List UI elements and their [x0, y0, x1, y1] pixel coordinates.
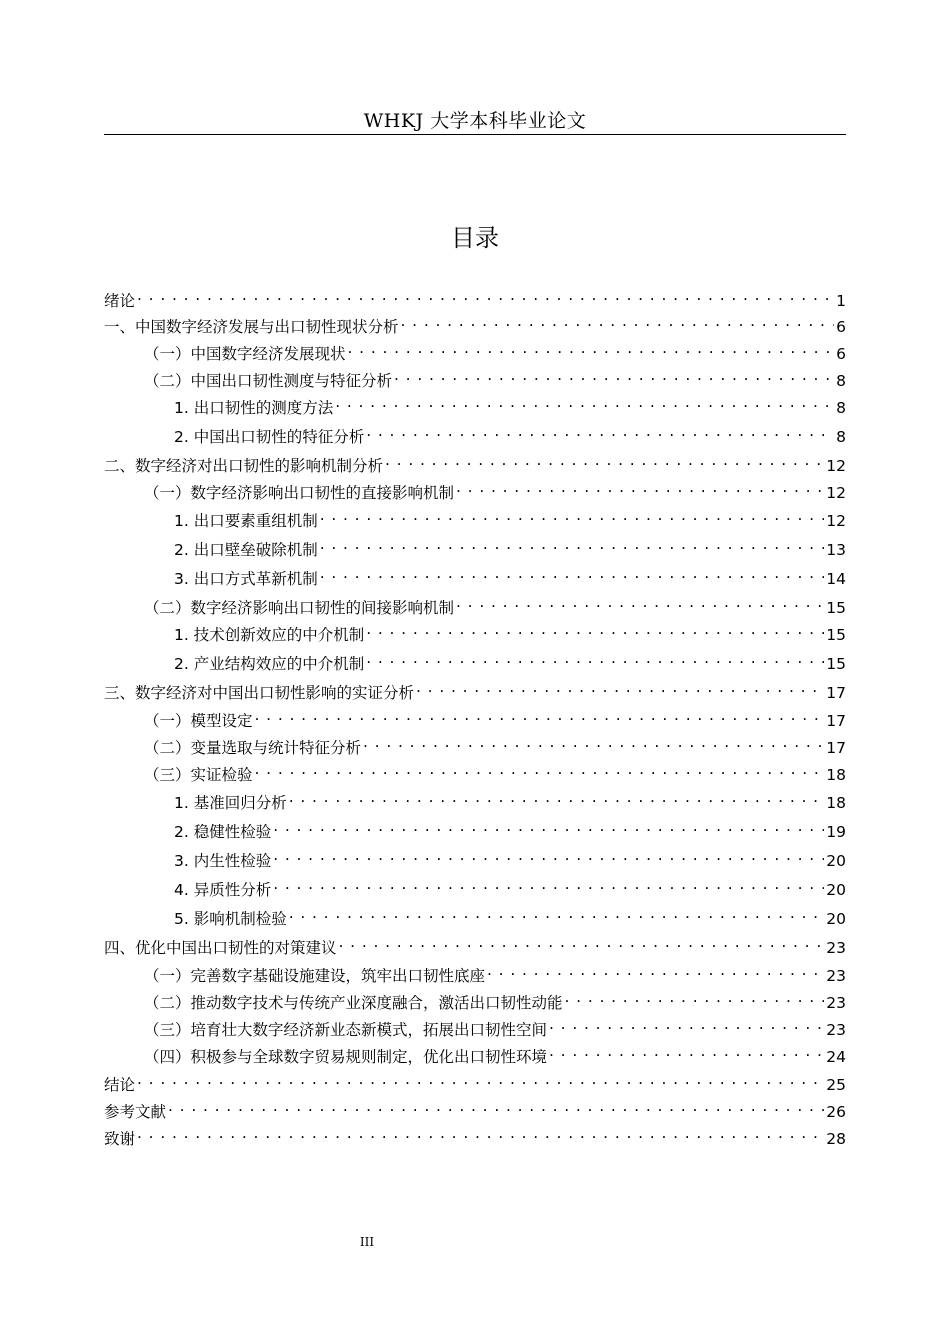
toc-leader-dots — [416, 676, 824, 698]
toc-entry[interactable] — [144, 986, 846, 1014]
toc-entry[interactable] — [144, 1013, 846, 1041]
toc-entry[interactable] — [144, 731, 846, 759]
toc-leader-dots — [366, 618, 824, 640]
toc-entry-page: 23 — [826, 1021, 846, 1039]
toc-entry-title: 2. 中国出口韧性的特征分析 — [174, 428, 365, 446]
toc-entry-page: 20 — [826, 852, 846, 870]
toc-leader-dots — [137, 284, 834, 306]
toc-entry-title: 结论 — [104, 1076, 136, 1094]
toc-leader-dots — [363, 731, 824, 753]
toc-entry-title: 5. 影响机制检验 — [174, 910, 287, 928]
toc-leader-dots — [348, 337, 835, 359]
toc-entry[interactable] — [104, 931, 846, 959]
toc-leader-dots — [487, 959, 824, 981]
toc-entry-title: 1. 出口韧性的测度方法 — [174, 399, 334, 417]
toc-leader-dots — [366, 647, 824, 669]
toc-entry[interactable] — [104, 449, 846, 477]
toc-leader-dots — [168, 1095, 824, 1117]
toc-leader-dots — [273, 815, 824, 837]
toc-entry-title: 一、中国数字经济发展与出口韧性现状分析 — [104, 318, 399, 336]
toc-entry[interactable] — [104, 1122, 846, 1150]
toc-entry-title: 四、优化中国出口韧性的对策建议 — [104, 939, 337, 957]
toc-entry-page: 18 — [826, 794, 846, 812]
toc-entry-page: 15 — [826, 626, 846, 644]
toc-entry[interactable] — [174, 504, 846, 532]
toc-leader-dots — [385, 449, 824, 471]
toc-entry-page: 1 — [836, 292, 846, 310]
toc-entry-title: 3. 内生性检验 — [174, 852, 272, 870]
toc-entry-title: 致谢 — [104, 1130, 136, 1148]
toc-entry-page: 28 — [826, 1130, 846, 1148]
toc-entry-title: 参考文献 — [104, 1103, 167, 1121]
toc-entry-page: 13 — [826, 541, 846, 559]
toc-entry-title: （一）中国数字经济发展现状 — [144, 345, 346, 363]
toc-entry[interactable] — [144, 758, 846, 786]
toc-entry[interactable] — [104, 1068, 846, 1096]
toc-leader-dots — [366, 420, 834, 442]
toc-entry-page: 12 — [826, 484, 846, 502]
toc-entry-page: 17 — [826, 684, 846, 702]
toc-leader-dots — [401, 310, 835, 332]
toc-title: 目录 — [451, 224, 499, 252]
toc-entry-title: 3. 出口方式革新机制 — [174, 570, 318, 588]
toc-entry-title: 2. 出口壁垒破除机制 — [174, 541, 318, 559]
header-rule — [104, 134, 846, 135]
toc-entry-title: （二）推动数字技术与传统产业深度融合，激活出口韧性动能 — [144, 994, 563, 1012]
toc-entry[interactable] — [104, 676, 846, 704]
toc-leader-dots — [320, 562, 825, 584]
toc-entry-page: 26 — [826, 1103, 846, 1121]
document-header: WHKJ 大学本科毕业论文 — [363, 110, 587, 132]
toc-entry-title: 2. 产业结构效应的中介机制 — [174, 655, 365, 673]
toc-entry-page: 24 — [826, 1048, 846, 1066]
toc-leader-dots — [255, 704, 825, 726]
toc-entry[interactable] — [174, 533, 846, 561]
toc-entry-page: 23 — [826, 939, 846, 957]
toc-entry-page: 23 — [826, 967, 846, 985]
toc-leader-dots — [456, 591, 824, 613]
toc-entry-page: 20 — [826, 881, 846, 899]
toc-entry-page: 17 — [826, 712, 846, 730]
toc-entry[interactable] — [144, 1040, 846, 1068]
toc-entry-page: 12 — [826, 457, 846, 475]
toc-entry-title: 1. 出口要素重组机制 — [174, 512, 318, 530]
toc-leader-dots — [255, 758, 825, 780]
toc-entry[interactable] — [174, 420, 846, 448]
toc-entry-page: 23 — [826, 994, 846, 1012]
toc-entry-page: 14 — [826, 570, 846, 588]
toc-leader-dots — [394, 364, 834, 386]
toc-entry[interactable] — [104, 310, 846, 338]
toc-entry-title: 1. 技术创新效应的中介机制 — [174, 626, 365, 644]
toc-entry-page: 6 — [836, 345, 846, 363]
toc-leader-dots — [273, 844, 824, 866]
toc-leader-dots — [273, 873, 824, 895]
toc-leader-dots — [289, 786, 825, 808]
toc-entry-page: 19 — [826, 823, 846, 841]
toc-entry[interactable] — [174, 391, 846, 419]
toc-entry[interactable] — [174, 902, 846, 930]
toc-entry-page: 8 — [836, 399, 846, 417]
toc-leader-dots — [549, 1013, 824, 1035]
toc-entry-page: 12 — [826, 512, 846, 530]
toc-entry[interactable] — [104, 1095, 846, 1123]
toc-leader-dots — [289, 902, 825, 924]
toc-entry-title: 三、数字经济对中国出口韧性影响的实证分析 — [104, 684, 415, 702]
toc-entry[interactable] — [174, 786, 846, 814]
toc-entry-title: 4. 异质性分析 — [174, 881, 272, 899]
toc-entry-page: 8 — [836, 372, 846, 390]
toc-entry-page: 18 — [826, 766, 846, 784]
toc-leader-dots — [335, 391, 834, 413]
toc-entry[interactable] — [174, 844, 846, 872]
toc-entry-title: （一）模型设定 — [144, 712, 253, 730]
toc-entry-title: 1. 基准回归分析 — [174, 794, 287, 812]
toc-entry-title: 二、数字经济对出口韧性的影响机制分析 — [104, 457, 384, 475]
toc-entry-page: 20 — [826, 910, 846, 928]
toc-leader-dots — [565, 986, 825, 1008]
toc-entry-title: （二）中国出口韧性测度与特征分析 — [144, 372, 393, 390]
toc-entry-title: （一）完善数字基础设施建设，筑牢出口韧性底座 — [144, 967, 486, 985]
toc-entry-title: （三）培育壮大数字经济新业态新模式，拓展出口韧性空间 — [144, 1021, 548, 1039]
toc-entry[interactable] — [144, 364, 846, 392]
toc-entry-title: （一）数字经济影响出口韧性的直接影响机制 — [144, 484, 455, 502]
toc-entry-page: 8 — [836, 428, 846, 446]
toc-leader-dots — [320, 504, 825, 526]
toc-entry[interactable] — [174, 562, 846, 590]
toc-entry[interactable] — [174, 618, 846, 646]
toc-entry-title: （二）变量选取与统计特征分析 — [144, 739, 362, 757]
toc-entry-page: 25 — [826, 1076, 846, 1094]
toc-entry-page: 15 — [826, 599, 846, 617]
toc-entry-title: 2. 稳健性检验 — [174, 823, 272, 841]
toc-leader-dots — [456, 476, 824, 498]
toc-entry-title: 绪论 — [104, 292, 136, 310]
toc-entry-title: （四）积极参与全球数字贸易规则制定，优化出口韧性环境 — [144, 1048, 548, 1066]
toc-entry[interactable] — [144, 337, 846, 365]
toc-leader-dots — [137, 1122, 824, 1144]
toc-entry[interactable] — [144, 476, 846, 504]
toc-leader-dots — [320, 533, 825, 555]
toc-entry[interactable] — [174, 815, 846, 843]
toc-leader-dots — [137, 1068, 824, 1090]
toc-entry-title: （二）数字经济影响出口韧性的间接影响机制 — [144, 599, 455, 617]
toc-entry[interactable] — [144, 704, 846, 732]
toc-entry-title: （三）实证检验 — [144, 766, 253, 784]
toc-leader-dots — [549, 1040, 824, 1062]
toc-entry[interactable] — [104, 284, 846, 312]
toc-leader-dots — [339, 931, 825, 953]
toc-entry[interactable] — [144, 959, 846, 987]
toc-entry-page: 6 — [836, 318, 846, 336]
toc-entry-page: 17 — [826, 739, 846, 757]
toc-entry[interactable] — [174, 647, 846, 675]
toc-entry-page: 15 — [826, 655, 846, 673]
page-number: III — [359, 1235, 375, 1249]
toc-entry[interactable] — [174, 873, 846, 901]
toc-entry[interactable] — [144, 591, 846, 619]
